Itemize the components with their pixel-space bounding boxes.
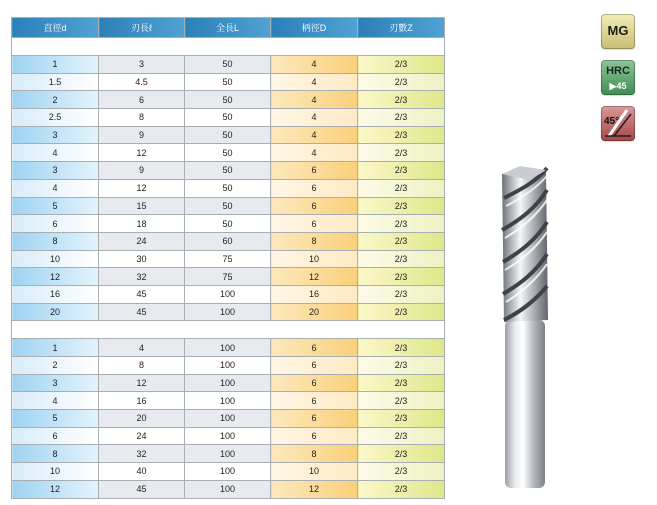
cell-overall-length: 50: [185, 126, 271, 144]
mg-label: MG: [607, 23, 629, 38]
table-row: [12, 410, 445, 428]
header-row: [12, 18, 445, 38]
cell-flute-length: 30: [99, 250, 185, 268]
cell-flute-length: 40: [99, 463, 185, 481]
cell-diameter: 12: [12, 480, 99, 498]
cell-diameter: 5: [12, 197, 99, 215]
cell-flute-length: 45: [99, 480, 185, 498]
cell-diameter: 2.5: [12, 109, 99, 127]
cell-flute-count: 2/3: [358, 268, 445, 286]
table-row: [12, 56, 445, 74]
cell-overall-length: 100: [185, 339, 271, 357]
table-row: [12, 126, 445, 144]
cell-flute-length: 24: [99, 427, 185, 445]
cell-overall-length: 100: [185, 480, 271, 498]
table-row: [12, 144, 445, 162]
cell-flute-count: 2/3: [358, 144, 445, 162]
table-row: [12, 339, 445, 357]
table-row: [12, 480, 445, 498]
table-row: [12, 197, 445, 215]
cell-flute-length: 4: [99, 339, 185, 357]
table-row: [12, 303, 445, 321]
cell-overall-length: 100: [185, 445, 271, 463]
table-row: [12, 357, 445, 375]
table-row: [12, 285, 445, 303]
cell-diameter: 10: [12, 463, 99, 481]
cell-shank-diameter: 4: [271, 109, 358, 127]
helix-angle-badge: [601, 106, 635, 141]
table-row: [12, 73, 445, 91]
cell-diameter: 5: [12, 410, 99, 428]
section-spacer-row: [12, 38, 445, 56]
cell-shank-diameter: 6: [271, 162, 358, 180]
cell-flute-length: 32: [99, 268, 185, 286]
header-diameter: 直徑d: [12, 18, 99, 38]
cell-diameter: 4: [12, 392, 99, 410]
cell-overall-length: 50: [185, 91, 271, 109]
hrc-value: ▶45: [609, 81, 627, 91]
cell-flute-count: 2/3: [358, 197, 445, 215]
cell-flute-length: 8: [99, 357, 185, 375]
cell-diameter: 8: [12, 445, 99, 463]
hrc-badge: [601, 60, 635, 95]
cell-flute-length: 20: [99, 410, 185, 428]
cell-diameter: 3: [12, 126, 99, 144]
cell-flute-count: 2/3: [358, 480, 445, 498]
cell-flute-count: 2/3: [358, 91, 445, 109]
cell-overall-length: 100: [185, 427, 271, 445]
cell-overall-length: 75: [185, 250, 271, 268]
cell-flute-count: 2/3: [358, 250, 445, 268]
cell-diameter: 10: [12, 250, 99, 268]
table-row: [12, 232, 445, 250]
helix-angle-label: 45°: [604, 116, 620, 127]
cell-flute-count: 2/3: [358, 410, 445, 428]
header-flute-count: 刃數Z: [358, 18, 445, 38]
spec-table: [11, 17, 445, 499]
cell-shank-diameter: 6: [271, 374, 358, 392]
cell-diameter: 20: [12, 303, 99, 321]
cell-diameter: 1: [12, 339, 99, 357]
section-spacer-cell: [12, 321, 445, 339]
cell-shank-diameter: 4: [271, 56, 358, 74]
cell-flute-length: 9: [99, 126, 185, 144]
cell-flute-length: 4.5: [99, 73, 185, 91]
cell-shank-diameter: 8: [271, 445, 358, 463]
cell-flute-length: 12: [99, 179, 185, 197]
table-row: [12, 179, 445, 197]
cell-flute-count: 2/3: [358, 56, 445, 74]
cell-flute-length: 12: [99, 144, 185, 162]
cell-overall-length: 100: [185, 285, 271, 303]
cell-diameter: 4: [12, 144, 99, 162]
cell-diameter: 2: [12, 91, 99, 109]
cell-overall-length: 100: [185, 374, 271, 392]
cell-overall-length: 50: [185, 73, 271, 91]
cell-overall-length: 60: [185, 232, 271, 250]
cell-diameter: 6: [12, 427, 99, 445]
cell-flute-count: 2/3: [358, 126, 445, 144]
cell-flute-length: 6: [99, 91, 185, 109]
cell-overall-length: 50: [185, 197, 271, 215]
table-row: [12, 215, 445, 233]
cell-flute-count: 2/3: [358, 285, 445, 303]
mg-badge: [601, 14, 635, 49]
cell-diameter: 4: [12, 179, 99, 197]
cell-shank-diameter: 20: [271, 303, 358, 321]
cell-flute-count: 2/3: [358, 427, 445, 445]
table-row: [12, 109, 445, 127]
cell-overall-length: 50: [185, 215, 271, 233]
cell-shank-diameter: 6: [271, 427, 358, 445]
header-overall-length: 全長L: [185, 18, 271, 38]
cell-flute-length: 45: [99, 303, 185, 321]
cell-overall-length: 100: [185, 392, 271, 410]
cell-diameter: 3: [12, 374, 99, 392]
cell-overall-length: 50: [185, 144, 271, 162]
cell-overall-length: 100: [185, 357, 271, 375]
cell-flute-count: 2/3: [358, 109, 445, 127]
cell-flute-length: 8: [99, 109, 185, 127]
cell-flute-length: 3: [99, 56, 185, 74]
cell-flute-length: 24: [99, 232, 185, 250]
cell-flute-count: 2/3: [358, 179, 445, 197]
cell-shank-diameter: 4: [271, 73, 358, 91]
cell-flute-count: 2/3: [358, 374, 445, 392]
table-row: [12, 392, 445, 410]
cell-flute-count: 2/3: [358, 392, 445, 410]
table-row: [12, 162, 445, 180]
cell-flute-length: 15: [99, 197, 185, 215]
cell-shank-diameter: 12: [271, 480, 358, 498]
cell-flute-length: 16: [99, 392, 185, 410]
table-row: [12, 250, 445, 268]
cell-flute-count: 2/3: [358, 73, 445, 91]
cell-shank-diameter: 12: [271, 268, 358, 286]
table-row: [12, 268, 445, 286]
cell-shank-diameter: 6: [271, 357, 358, 375]
header-shank-diameter: 柄徑D: [271, 18, 358, 38]
cell-overall-length: 100: [185, 410, 271, 428]
header-flute-length: 刃長ℓ: [99, 18, 185, 38]
cell-flute-count: 2/3: [358, 162, 445, 180]
cell-diameter: 2: [12, 357, 99, 375]
cell-diameter: 1: [12, 56, 99, 74]
cell-flute-length: 18: [99, 215, 185, 233]
cell-flute-count: 2/3: [358, 215, 445, 233]
cell-diameter: 8: [12, 232, 99, 250]
table-row: [12, 427, 445, 445]
cell-shank-diameter: 10: [271, 463, 358, 481]
cell-flute-count: 2/3: [358, 357, 445, 375]
table-row: [12, 445, 445, 463]
cell-shank-diameter: 8: [271, 232, 358, 250]
cell-overall-length: 75: [185, 268, 271, 286]
cell-flute-count: 2/3: [358, 232, 445, 250]
table-row: [12, 91, 445, 109]
cell-shank-diameter: 4: [271, 144, 358, 162]
cell-shank-diameter: 10: [271, 250, 358, 268]
cell-shank-diameter: 6: [271, 215, 358, 233]
cell-shank-diameter: 6: [271, 339, 358, 357]
cell-flute-count: 2/3: [358, 463, 445, 481]
cell-shank-diameter: 6: [271, 179, 358, 197]
cell-diameter: 12: [12, 268, 99, 286]
cell-flute-count: 2/3: [358, 339, 445, 357]
cell-flute-length: 9: [99, 162, 185, 180]
hrc-label: HRC: [606, 65, 630, 77]
section-spacer-row: [12, 321, 445, 339]
cell-shank-diameter: 16: [271, 285, 358, 303]
cell-flute-length: 12: [99, 374, 185, 392]
cell-shank-diameter: 6: [271, 410, 358, 428]
cell-overall-length: 50: [185, 109, 271, 127]
cell-shank-diameter: 4: [271, 126, 358, 144]
cell-diameter: 1.5: [12, 73, 99, 91]
cell-overall-length: 50: [185, 162, 271, 180]
cell-flute-length: 32: [99, 445, 185, 463]
cell-overall-length: 100: [185, 463, 271, 481]
cell-overall-length: 100: [185, 303, 271, 321]
cell-flute-length: 45: [99, 285, 185, 303]
cell-diameter: 3: [12, 162, 99, 180]
table-row: [12, 463, 445, 481]
section-spacer-cell: [12, 38, 445, 56]
cell-diameter: 6: [12, 215, 99, 233]
cell-shank-diameter: 6: [271, 392, 358, 410]
cell-shank-diameter: 6: [271, 197, 358, 215]
cell-flute-count: 2/3: [358, 445, 445, 463]
table-row: [12, 374, 445, 392]
end-mill-image: [490, 160, 560, 490]
cell-flute-count: 2/3: [358, 303, 445, 321]
cell-shank-diameter: 4: [271, 91, 358, 109]
cell-diameter: 16: [12, 285, 99, 303]
cell-overall-length: 50: [185, 179, 271, 197]
cell-overall-length: 50: [185, 56, 271, 74]
